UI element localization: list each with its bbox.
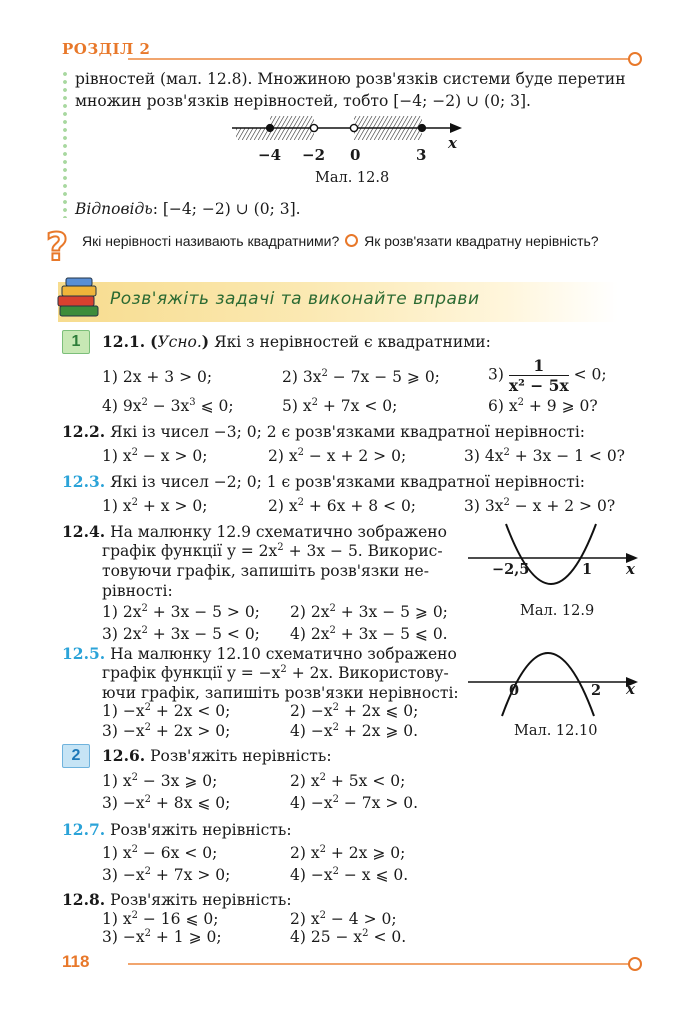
point-3: [418, 124, 425, 131]
svg-text:?: ?: [46, 226, 69, 269]
ex-12-1-item-5: 5) $x^2 + 7x < 0$;: [282, 396, 398, 415]
ex-12-2-item-1: 1) $x^2 - x > 0$;: [102, 446, 208, 465]
answer-value: : [−4; −2) ∪ (0; 3].: [152, 200, 301, 218]
point-0: [350, 124, 357, 131]
ex-12-6-item-3: $3) -x^2 + 8x$ ⩽ 0;: [102, 793, 231, 812]
ex-12-2-item-2: 2) $x^2 - x + 2 > 0$;: [268, 446, 407, 465]
ex-12-8-item-2: 2) $x^2 - 4 > 0$;: [290, 909, 397, 928]
axis-arrow-icon: [450, 123, 462, 133]
section-label: РОЗДІЛ 2: [62, 40, 151, 58]
footer-rule: [128, 963, 630, 965]
ex-12-4-item-1: 1) $2x^2 + 3x - 5 > 0$;: [102, 602, 260, 621]
ex-12-1-item-4: 4) $9x^2 - 3x^3$ ⩽ 0;: [102, 396, 234, 415]
axis-x-label: x: [448, 134, 457, 152]
axis-x-label: x: [626, 560, 635, 578]
ex-12-5-item-1: $1) -x^2 + 2x < 0$;: [102, 701, 231, 720]
ex-12-8-item-4: 4) $25 - x^2 < 0$.: [290, 927, 407, 946]
fraction: $\frac{1}{\text{x² − 5x}}$: [508, 356, 569, 395]
intro-line-2: множин розв'язків нерівностей, тобто [−4; −2) ∪ (0; 3].: [75, 92, 531, 110]
hatch-bottom-left: [236, 128, 314, 140]
exercise-12-4-line-2: графік функції $y = 2x^2 + 3x - 5$. Викорис-: [102, 541, 443, 560]
figure-12-9: [466, 520, 646, 590]
point-minus-4: [266, 124, 273, 131]
root-label-left: −2,5: [492, 561, 530, 578]
question-2: Як розв'язати квадратну нерівність?: [364, 233, 599, 249]
ex-12-6-item-2: 2) $x^2 + 5x < 0$;: [290, 771, 406, 790]
tick-label-minus-2: −2: [302, 146, 326, 164]
exercise-12-4-line-4: рівності:: [102, 582, 173, 600]
control-questions: [82, 233, 599, 249]
ex-12-3-item-2: 2) $x^2 + 6x + 8 < 0$;: [268, 496, 417, 515]
banner-title: Розв'яжіть задачі та виконайте вправи: [110, 289, 480, 309]
question-mark-icon: [44, 226, 74, 270]
ex-12-4-item-4: 4) $2x^2 + 3x - 5$ ⩽ 0.: [290, 624, 448, 643]
exercise-12-5-line-1: 12.5. На малюнку 12.10 схематично зображено: [62, 644, 457, 663]
tick-label-0: 0: [350, 146, 361, 164]
ring-bullet-icon: [345, 234, 358, 247]
ex-12-5-item-2: $2) -x^2 + 2x$ ⩽ 0;: [290, 701, 419, 720]
answer-line: [75, 200, 301, 218]
ex-12-4-item-2: 2) $2x^2 + 3x - 5$ ⩾ 0;: [290, 602, 448, 621]
ex-12-8-item-3: $3) -x^2 + 1$ ⩾ 0;: [102, 927, 222, 946]
ex-12-8-item-1: 1) $x^2 - 16$ ⩽ 0;: [102, 909, 219, 928]
ex-12-1-item-6: 6) $x^2 + 9$ ⩾ 0?: [488, 396, 598, 415]
figure-12-10: [466, 640, 646, 720]
figure-caption-12-9: Мал. 12.9: [520, 603, 595, 619]
exercise-12-7-statement: 12.7. Розв'яжіть нерівність:: [62, 820, 292, 839]
hatch-top-left: [270, 116, 314, 128]
exercise-12-3-statement: 12.3. Які із чисел −2; 0; 1 є розв'язками квадратної нерівності:: [62, 472, 585, 491]
point-minus-2: [310, 124, 317, 131]
margin-dots: [63, 70, 67, 218]
level-1-badge: 1: [62, 330, 90, 354]
ex-12-1-item-2: 2) $3x^2 - 7x - 5$ ⩾ 0;: [282, 367, 440, 386]
ex-12-6-item-4: $4) -x^2 - 7x > 0$.: [290, 793, 419, 812]
ex-12-7-item-1: 1) $x^2 - 6x < 0$;: [102, 843, 218, 862]
ex-12-6-item-1: 1) $x^2 - 3x$ ⩾ 0;: [102, 771, 218, 790]
exercise-12-5-line-2: графік функції $y = -x^2 + 2x$. Використову-: [102, 663, 449, 682]
question-1: Які нерівності називають квадратними?: [82, 233, 340, 249]
ex-12-2-item-3: 3) $4x^2 + 3x - 1 < 0$?: [464, 446, 625, 465]
ex-12-3-item-3: 3) $3x^2 - x + 2 > 0$?: [464, 496, 616, 515]
figure-caption-12-8: Мал. 12.8: [315, 170, 390, 186]
exercise-12-2-statement: 12.2. Які із чисел −3; 0; 2 є розв'язками квадратної нерівності:: [62, 422, 585, 441]
ex-12-7-item-4: $4) -x^2 - x$ ⩽ 0.: [290, 865, 409, 884]
exercise-12-6-statement: 12.6. Розв'яжіть нерівність:: [102, 746, 332, 765]
exercise-12-1-statement: 12.1. (Усно.) Які з нерівностей є квадратними:: [102, 332, 491, 351]
exercise-text: Які з нерівностей є квадратними:: [214, 333, 491, 351]
exercise-12-5-line-3: ючи графік, запишіть розв'язки нерівності:: [102, 684, 459, 702]
page-number: 118: [62, 952, 90, 971]
exercise-number: 12.1.: [102, 332, 146, 351]
tick-label-3: 3: [416, 146, 427, 164]
exercise-12-4-line-1: 12.4. На малюнку 12.9 схематично зображено: [62, 522, 447, 541]
ex-12-5-item-3: $3) -x^2 + 2x > 0$;: [102, 721, 231, 740]
header-rule: [128, 58, 630, 60]
footer-ring-icon: [628, 957, 642, 971]
hatch-bottom-right: [354, 128, 422, 140]
ex-12-3-item-1: 1) $x^2 + x > 0$;: [102, 496, 208, 515]
tick-label-minus-4: −4: [258, 146, 282, 164]
root-label-left: 0: [509, 682, 520, 699]
ex-12-1-item-3: 3) $\frac{1}{\text{x² − 5x}}$ < 0;: [488, 356, 607, 395]
root-label-right: 1: [582, 561, 593, 578]
ex-12-7-item-2: 2) $x^2 + 2x$ ⩾ 0;: [290, 843, 406, 862]
ex-12-1-item-1: 1) 2x + 3 > 0;: [102, 368, 213, 386]
exercise-12-4-line-3: товуючи графік, запишіть розв'язки не-: [102, 562, 429, 580]
hatch-top-right: [354, 116, 422, 128]
level-2-badge: 2: [62, 744, 90, 768]
ex-12-5-item-4: $4) -x^2 + 2x$ ⩾ 0.: [290, 721, 419, 740]
figure-caption-12-10: Мал. 12.10: [514, 723, 598, 739]
ex-12-4-item-3: 3) $2x^2 + 3x - 5 < 0$;: [102, 624, 260, 643]
books-icon: [56, 276, 100, 322]
axis-x-label: x: [626, 680, 635, 698]
exercise-12-8-statement: 12.8. Розв'яжіть нерівність:: [62, 890, 292, 909]
answer-label: Відповідь: [75, 200, 153, 218]
oral-mark: Усно.: [157, 333, 202, 351]
ex-12-7-item-3: $3) -x^2 + 7x > 0$;: [102, 865, 231, 884]
intro-line-1: рівностей (мал. 12.8). Множиною розв'язків системи буде перетин: [75, 70, 626, 88]
header-ring-icon: [628, 52, 642, 66]
root-label-right: 2: [591, 682, 602, 699]
